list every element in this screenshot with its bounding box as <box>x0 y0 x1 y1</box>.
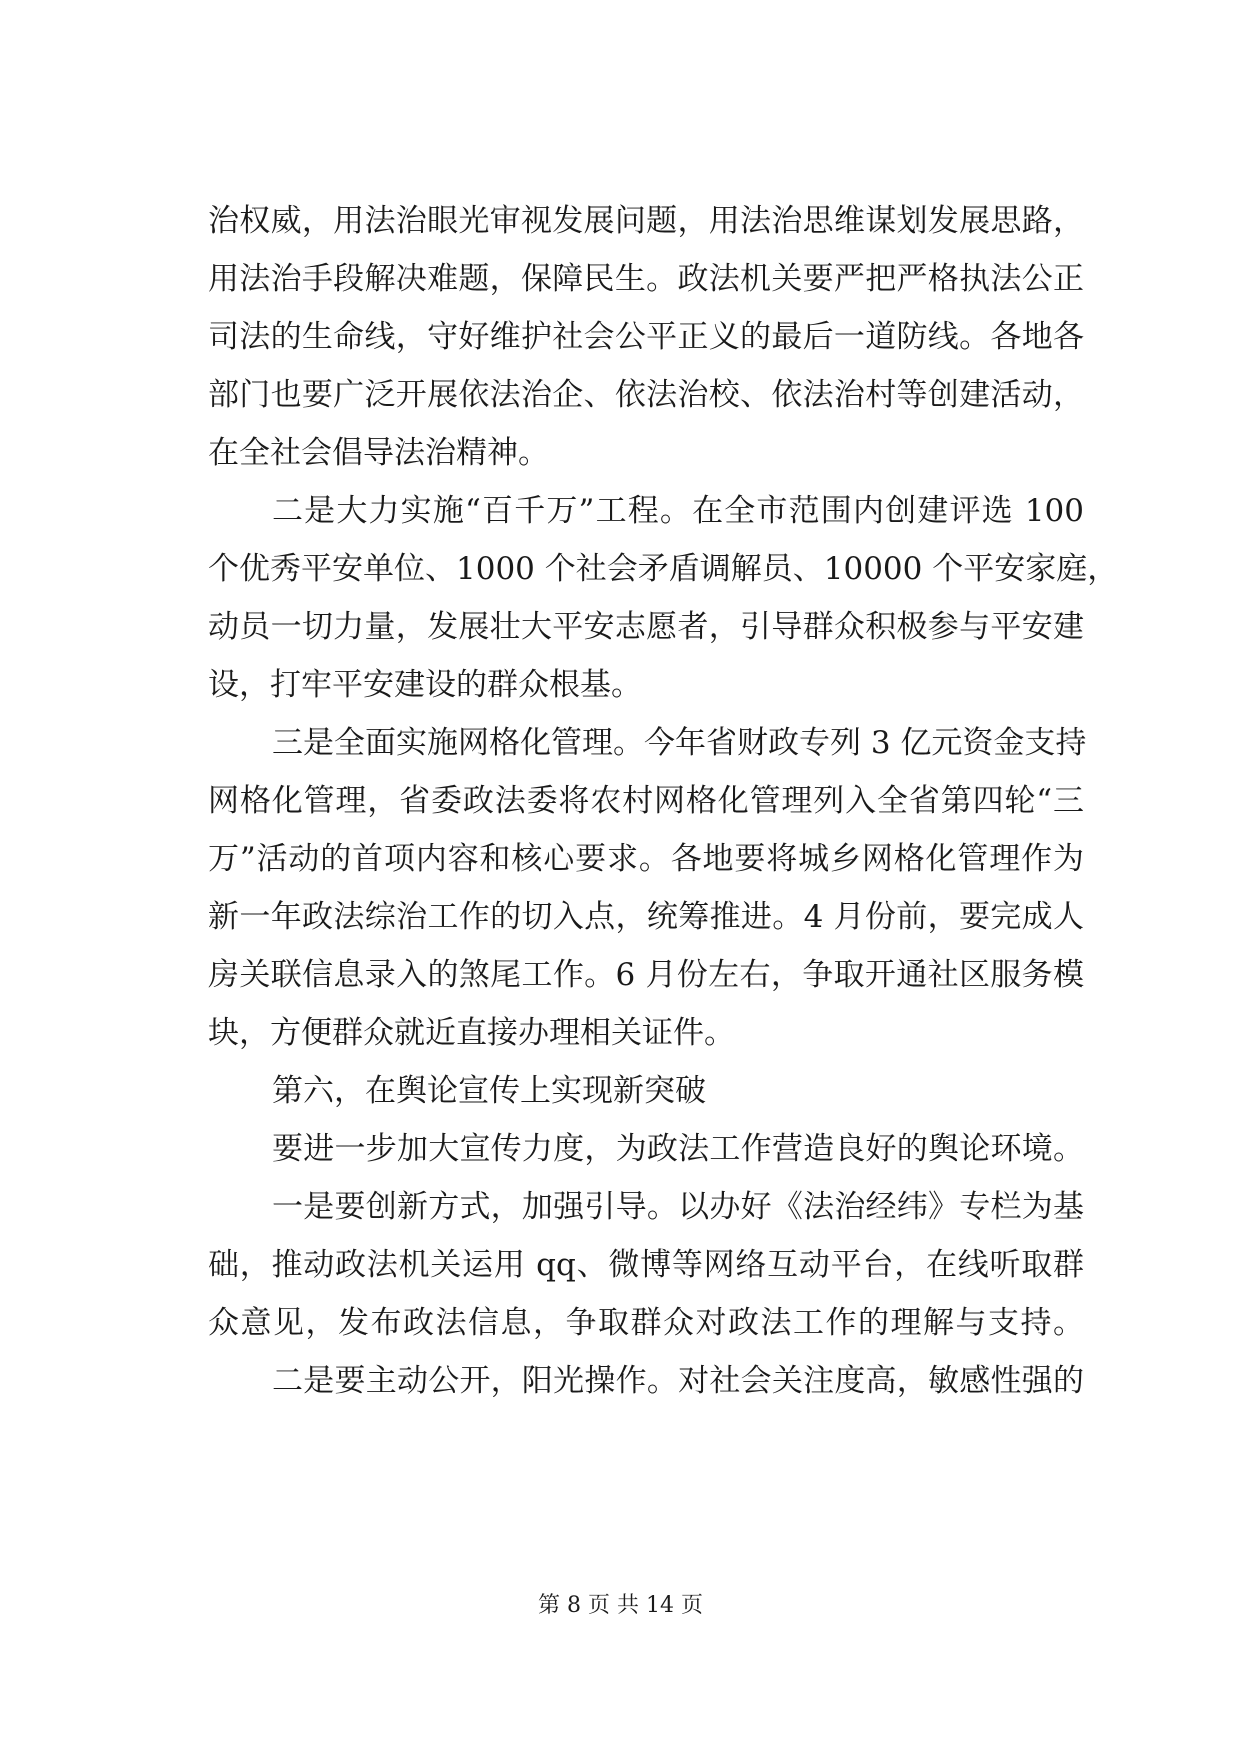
text-line: 个优秀平安单位、1000 个社会矛盾调解员、10000 个平安家庭， <box>208 551 1119 587</box>
section-heading: 第六，在舆论宣传上实现新突破 <box>272 1073 706 1109</box>
text-line: 新一年政法综治工作的切入点，统筹推进。4 月份前，要完成人 <box>208 899 1084 935</box>
document-body <box>208 192 1119 1410</box>
text-line: 要进一步加大宣传力度，为政法工作营造良好的舆论环境。 <box>272 1131 1084 1167</box>
text-line: 万”活动的首项内容和核心要求。各地要将城乡网格化管理作为 <box>208 841 1084 877</box>
text-line: 一是要创新方式，加强引导。以办好《法治经纬》专栏为基 <box>272 1189 1084 1225</box>
text-line: 司法的生命线，守好维护社会公平正义的最后一道防线。各地各 <box>208 319 1084 355</box>
text-line: 众意见，发布政法信息，争取群众对政法工作的理解与支持。 <box>208 1305 1084 1341</box>
text-line: 二是大力实施“百千万”工程。在全市范围内创建评选 100 <box>272 493 1084 529</box>
text-line: 房关联信息录入的煞尾工作。6 月份左右，争取开通社区服务模 <box>208 957 1084 993</box>
text-line: 块，方便群众就近直接办理相关证件。 <box>208 1015 735 1051</box>
text-line: 治权威，用法治眼光审视发展问题，用法治思维谋划发展思路， <box>208 203 1084 239</box>
text-line: 动员一切力量，发展壮大平安志愿者，引导群众积极参与平安建 <box>208 609 1084 645</box>
text-line: 在全社会倡导法治精神。 <box>208 435 549 471</box>
text-line: 二是要主动公开，阳光操作。对社会关注度高，敏感性强的 <box>272 1363 1084 1399</box>
page-number-footer: 第 8 页 共 14 页 <box>538 1593 703 1618</box>
text-line: 用法治手段解决难题，保障民生。政法机关要严把严格执法公正 <box>208 261 1084 297</box>
text-line: 网格化管理，省委政法委将农村网格化管理列入全省第四轮“三 <box>208 783 1084 819</box>
text-line: 部门也要广泛开展依法治企、依法治校、依法治村等创建活动， <box>208 377 1084 413</box>
text-line: 础，推动政法机关运用 qq、微博等网络互动平台，在线听取群 <box>208 1247 1084 1283</box>
text-line: 设，打牢平安建设的群众根基。 <box>208 667 642 703</box>
text-line: 三是全面实施网格化管理。今年省财政专列 3 亿元资金支持 <box>272 725 1087 761</box>
